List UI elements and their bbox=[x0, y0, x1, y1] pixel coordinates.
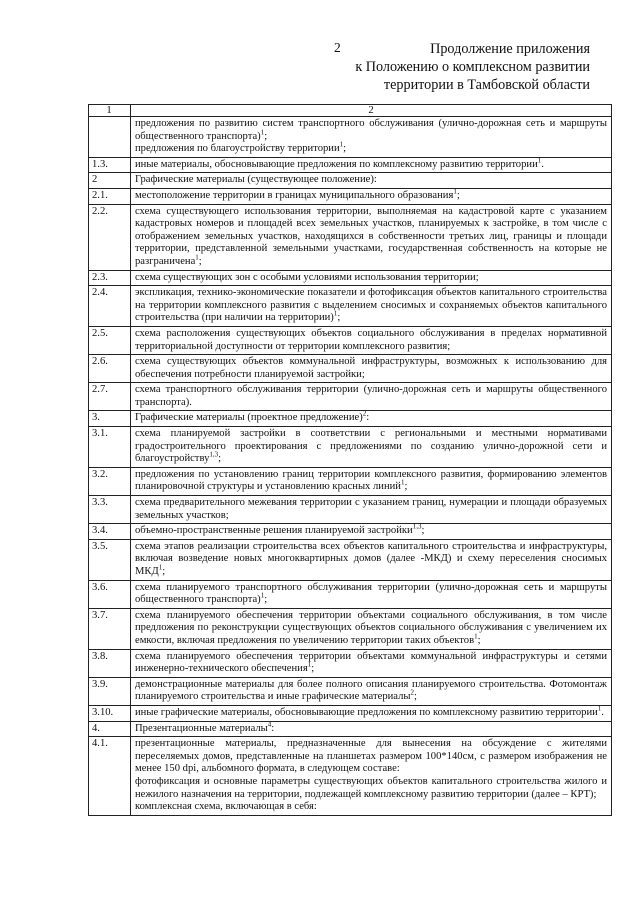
paragraph-end: ; bbox=[477, 634, 481, 646]
paragraph-text: схема этапов реализации строительства всех объектов капитального строительства и инфраструктуры, включая возведение новых многоквартирных домов (далее -МКД) и схему переселения сносимых МКД bbox=[135, 540, 607, 577]
paragraph-text: предложения по благоустройству территории bbox=[135, 143, 340, 155]
paragraph-text: Графические материалы (проектное предложение) bbox=[135, 412, 363, 424]
table-row bbox=[89, 157, 612, 173]
row-number bbox=[89, 117, 131, 158]
footnote-ref: 1 bbox=[400, 478, 405, 487]
paragraph-text: схема планируемого обеспечения территории объектами социального обслуживания, в том числе предложения по реконструкции существующих объектов социального обслуживания с увеличением их емкости, включая предложения по увеличению территории таких объектов bbox=[135, 609, 607, 646]
row-number: 3. bbox=[89, 411, 131, 427]
row-text bbox=[131, 677, 612, 705]
row-number: 2.1. bbox=[89, 188, 131, 204]
row-text bbox=[131, 580, 612, 608]
row-number: 2.5. bbox=[89, 326, 131, 354]
paragraph-end: . bbox=[601, 706, 604, 718]
row-text bbox=[131, 649, 612, 677]
row-number: 3.6. bbox=[89, 580, 131, 608]
paragraph-text: Презентационные материалы bbox=[135, 722, 268, 734]
column-header-1: 1 bbox=[89, 105, 131, 117]
row-paragraph bbox=[135, 776, 607, 801]
column-header-2: 2 bbox=[131, 105, 612, 117]
row-number: 3.8. bbox=[89, 649, 131, 677]
table-row bbox=[89, 496, 612, 524]
row-text bbox=[131, 427, 612, 468]
row-text bbox=[131, 355, 612, 383]
row-paragraph bbox=[135, 582, 607, 607]
table-row bbox=[89, 286, 612, 327]
footnote-ref: 1 bbox=[333, 309, 338, 318]
row-number: 3.7. bbox=[89, 608, 131, 649]
row-text bbox=[131, 705, 612, 721]
row-paragraph bbox=[135, 720, 607, 736]
footnote-ref: 1 bbox=[260, 128, 265, 137]
paragraph-text: иные графические материалы, обосновывающие предложения по комплексному развитию территории bbox=[135, 706, 598, 718]
paragraph-end: . bbox=[541, 158, 544, 170]
header-line-2: к Положению о комплексном развитии bbox=[355, 59, 590, 75]
table-row bbox=[89, 721, 612, 737]
row-paragraph bbox=[135, 651, 607, 676]
footnote-ref: 4 bbox=[267, 720, 272, 728]
row-paragraph bbox=[135, 272, 607, 285]
paragraph-text: схема планируемого транспортного обслуживания территории (улично-дорожная сеть и маршруты общественного транспорта) bbox=[135, 581, 607, 606]
paragraph-end: : bbox=[366, 412, 370, 424]
table-row bbox=[89, 117, 612, 158]
table-row bbox=[89, 355, 612, 383]
footnote-ref: 1,3 bbox=[209, 450, 219, 459]
table-row bbox=[89, 737, 612, 816]
row-paragraph bbox=[135, 469, 607, 494]
table-row bbox=[89, 705, 612, 721]
paragraph-text: демонстрационные материалы для более полного описания планируемого строительства. Фотомонтаж планируемого строительства и иные графические материалы bbox=[135, 678, 607, 703]
row-paragraph bbox=[135, 328, 607, 353]
row-number: 3.9. bbox=[89, 677, 131, 705]
paragraph-end: ; bbox=[456, 189, 460, 201]
paragraph-text: презентационные материалы, предназначенные для вынесения на обсуждение с жителями переселяемых домов, представленные на планшетах размером 100*140см, с размером изображения не менее 150 dpi, альбомного формата, в следующем составе: bbox=[135, 738, 607, 775]
row-paragraph bbox=[135, 356, 607, 381]
paragraph-end: ; bbox=[421, 525, 425, 537]
table-row bbox=[89, 173, 612, 189]
paragraph-text: схема предварительного межевания территории с указанием границ, нумерации и площади образуемых земельных участков; bbox=[135, 497, 607, 521]
table-row bbox=[89, 204, 612, 270]
table-row bbox=[89, 326, 612, 354]
row-text bbox=[131, 383, 612, 411]
header-line-3: территории в Тамбовской области bbox=[383, 77, 590, 93]
row-paragraph bbox=[135, 801, 607, 814]
footnote-ref: 1 bbox=[195, 253, 199, 262]
table-row bbox=[89, 539, 612, 580]
row-text bbox=[131, 173, 612, 189]
footnote-ref: 1 bbox=[260, 591, 265, 600]
row-number: 2.4. bbox=[89, 286, 131, 327]
row-text bbox=[131, 286, 612, 327]
row-text bbox=[131, 737, 612, 816]
paragraph-end: ; bbox=[264, 594, 268, 606]
row-number: 2 bbox=[89, 173, 131, 189]
row-number: 3.10. bbox=[89, 705, 131, 721]
row-paragraph bbox=[135, 541, 607, 579]
row-text bbox=[131, 524, 612, 540]
footnote-ref: 1 bbox=[474, 632, 478, 641]
row-number: 3.5. bbox=[89, 539, 131, 580]
row-paragraph bbox=[135, 174, 607, 187]
paragraph-text: схема планируемой застройки в соответствии с региональными и местными нормативами градостроительного проектирования с предложениями по созданию улично-дорожной сети и благоустройству bbox=[135, 428, 607, 465]
row-text bbox=[131, 326, 612, 354]
row-number: 2.3. bbox=[89, 270, 131, 286]
paragraph-end: ; bbox=[311, 663, 315, 675]
footnote-ref: 1 bbox=[339, 140, 344, 149]
row-text bbox=[131, 721, 612, 737]
row-paragraph bbox=[135, 522, 607, 538]
row-paragraph bbox=[135, 156, 607, 172]
row-paragraph bbox=[135, 384, 607, 409]
row-number: 3.1. bbox=[89, 427, 131, 468]
paragraph-text: предложения по развитию систем транспортного обслуживания (улично-дорожная сеть и маршруты общественного транспорта) bbox=[135, 118, 607, 142]
row-paragraph bbox=[135, 428, 607, 466]
row-number: 4.1. bbox=[89, 737, 131, 816]
paragraph-text: схема транспортного обслуживания территории (улично-дорожная сеть и маршруты общественного транспорта). bbox=[135, 384, 607, 408]
row-paragraph bbox=[135, 704, 607, 720]
row-text bbox=[131, 496, 612, 524]
row-paragraph bbox=[135, 287, 607, 325]
table-row bbox=[89, 608, 612, 649]
footnote-ref: 1 bbox=[537, 156, 542, 165]
row-paragraph bbox=[135, 610, 607, 648]
paragraph-text: Графические материалы (существующее положение): bbox=[135, 174, 377, 186]
table-row bbox=[89, 383, 612, 411]
row-number: 2.7. bbox=[89, 383, 131, 411]
footnote-ref: 1 bbox=[158, 563, 163, 572]
header-line-1: Продолжение приложения bbox=[430, 41, 590, 57]
footnote-ref: 1,3 bbox=[412, 522, 422, 531]
table-row bbox=[89, 467, 612, 495]
table-row bbox=[89, 524, 612, 540]
materials-table bbox=[88, 104, 612, 816]
paragraph-end: : bbox=[271, 722, 275, 734]
paragraph-end: ; bbox=[218, 453, 222, 465]
paragraph-text: местоположение территории в границах муниципального образования bbox=[135, 189, 454, 201]
row-text bbox=[131, 467, 612, 495]
row-number: 1.3. bbox=[89, 157, 131, 173]
footnote-ref: 2 bbox=[410, 688, 414, 697]
row-number: 4. bbox=[89, 721, 131, 737]
row-paragraph bbox=[135, 187, 607, 203]
row-number: 2.2. bbox=[89, 204, 131, 270]
table-row bbox=[89, 580, 612, 608]
row-text bbox=[131, 117, 612, 158]
paragraph-end: ; bbox=[264, 130, 268, 142]
paragraph-end: ; bbox=[343, 143, 347, 155]
row-number: 3.2. bbox=[89, 467, 131, 495]
footnote-ref: 1 bbox=[307, 660, 312, 669]
paragraph-text: иные материалы, обосновывающие предложения по комплексному развитию территории bbox=[135, 158, 538, 170]
row-text bbox=[131, 539, 612, 580]
paragraph-end: ; bbox=[198, 255, 202, 267]
table-row bbox=[89, 427, 612, 468]
table-row bbox=[89, 649, 612, 677]
row-number: 2.6. bbox=[89, 355, 131, 383]
paragraph-text: комплексная схема, включающая в себя: bbox=[135, 801, 317, 813]
appendix-header bbox=[340, 40, 590, 94]
paragraph-end: ; bbox=[404, 481, 408, 493]
paragraph-text: схема существующих объектов коммунальной инфраструктуры, возможных к использованию для обеспечения потребности планируемой застройки; bbox=[135, 356, 607, 380]
row-paragraph bbox=[135, 679, 607, 704]
table-header-row bbox=[89, 105, 612, 117]
paragraph-text: схема существующего использования территории, выполняемая на кадастровой карте с указанием кадастровых номеров и площадей всех земельных участков, планируемых к застройке, в том числе с отображением земельных участков, находящихся в собственности третьих лиц, границы и площади территории, представленной земельными участками, государственная собственность на которые не разграничена bbox=[135, 205, 607, 267]
row-paragraph bbox=[135, 118, 607, 143]
table-row bbox=[89, 677, 612, 705]
row-text bbox=[131, 188, 612, 204]
table-row bbox=[89, 270, 612, 286]
table-row bbox=[89, 411, 612, 427]
paragraph-text: объемно-пространственные решения планируемой застройки bbox=[135, 525, 413, 537]
footnote-ref: 1 bbox=[453, 187, 457, 196]
row-text bbox=[131, 270, 612, 286]
paragraph-end: ; bbox=[162, 566, 166, 577]
paragraph-text: схема существующих зон с особыми условиями использования территории; bbox=[135, 271, 479, 283]
row-text bbox=[131, 411, 612, 427]
paragraph-text: экспликация, технико-экономические показатели и фотофиксация объектов капитального строительства на территории комплексного развития с выделением сносимых и сохраняемых объектов капитального строительства (при наличии на территории) bbox=[135, 287, 607, 324]
row-paragraph bbox=[135, 206, 607, 269]
paragraph-end: ; bbox=[337, 312, 341, 324]
row-text bbox=[131, 608, 612, 649]
row-text bbox=[131, 204, 612, 270]
footnote-ref: 2 bbox=[362, 409, 367, 418]
table-row bbox=[89, 188, 612, 204]
row-text bbox=[131, 157, 612, 173]
row-paragraph bbox=[135, 497, 607, 522]
row-number: 3.3. bbox=[89, 496, 131, 524]
row-paragraph bbox=[135, 738, 607, 776]
paragraph-end: ; bbox=[413, 691, 417, 703]
page-number: 2 bbox=[334, 40, 341, 55]
paragraph-text: схема планируемого обеспечения территории объектами коммунальной инфраструктуры и сетями инженерно-технического обеспечения bbox=[135, 650, 607, 675]
paragraph-text: фотофиксация и основные параметры существующих объектов капитального строительства жилого и нежилого назначения на территории, подлежащей комплексному развитию территории (далее – КРТ); bbox=[135, 775, 607, 800]
paragraph-text: предложения по установлению границ территории комплексного развития, формированию элементов планировочной структуры и установлению красных линий bbox=[135, 468, 607, 493]
footnote-ref: 1 bbox=[597, 704, 602, 713]
row-paragraph bbox=[135, 409, 607, 425]
paragraph-text: схема расположения существующих объектов социального обслуживания в пределах нормативной территориальной доступности от территории комплексного развития; bbox=[135, 327, 607, 352]
row-paragraph bbox=[135, 140, 607, 156]
row-number: 3.4. bbox=[89, 524, 131, 540]
